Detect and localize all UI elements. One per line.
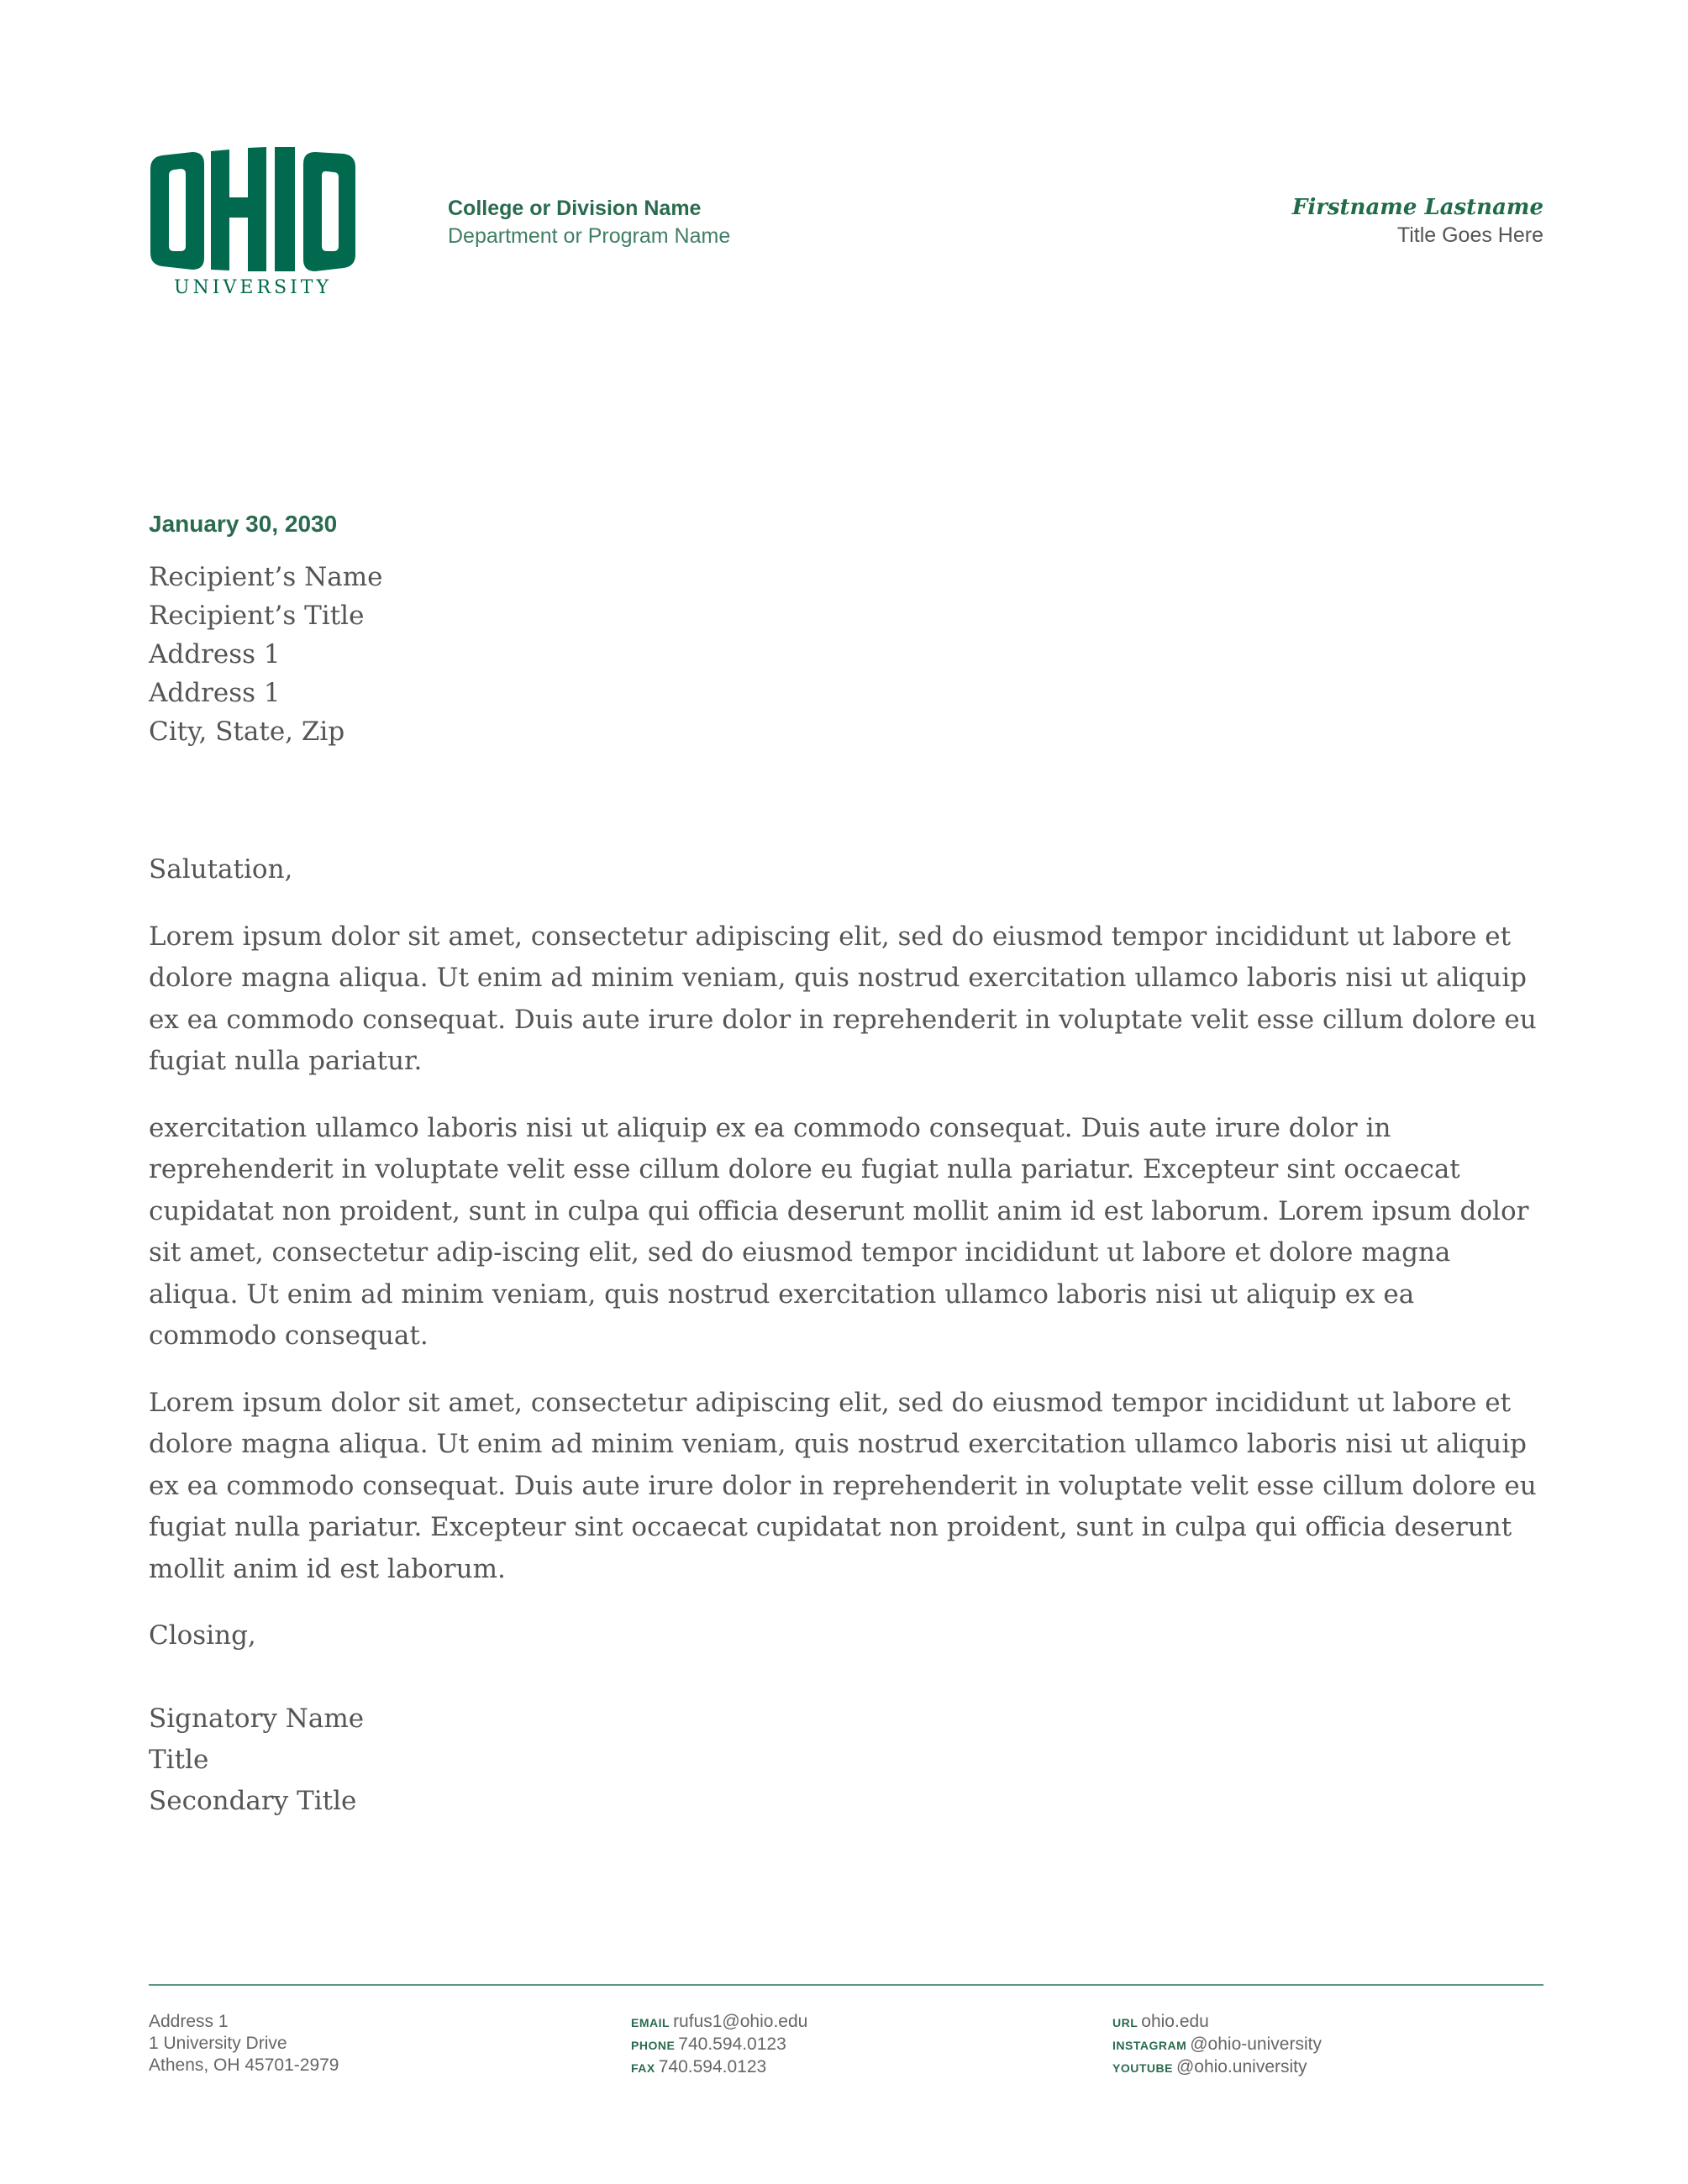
sender-name: Firstname Lastname: [1291, 195, 1543, 220]
footer-address: [149, 2011, 339, 2076]
footer-contact: [631, 2011, 807, 2079]
url-link[interactable]: ohio.edu: [1141, 2012, 1209, 2031]
signature-block: [149, 1698, 364, 1822]
logo-university-text: UNIVERSITY: [174, 277, 332, 298]
youtube-link[interactable]: @ohio.university: [1175, 2057, 1307, 2076]
email-label: EMAIL: [631, 2016, 670, 2029]
sender-title: Title Goes Here: [1396, 223, 1543, 247]
signatory-title: Title: [149, 1745, 209, 1775]
program-name: Department or Program Name: [448, 224, 731, 248]
signatory-secondary-title: Secondary Title: [149, 1786, 357, 1816]
body-paragraph: Lorem ipsum dolor sit amet, consectetur adipiscing elit, sed do eiusmod tempor incididunt ut labore et dolore magna aliqua. Ut enim ad minim veniam, quis nostrud exercitation ullamco laboris nisi ut aliquip ex ea commodo consequat. Duis aute irure dolor in reprehenderit in voluptate velit esse cillum dolore eu fugiat nulla pariatur. Excepteur sint occaecat cupidatat non proident, sunt in culpa qui officia deserunt mollit anim id est laborum.: [149, 1387, 1537, 1584]
footer-address-line: Address 1: [149, 2012, 229, 2031]
recipient-block: [149, 558, 382, 751]
signatory-name: Signatory Name: [149, 1704, 365, 1734]
footer-email-row: [631, 2011, 807, 2034]
sender-block: [1292, 193, 1543, 249]
recipient-name: Recipient’s Name: [149, 562, 383, 592]
phone-value: 740.594.0123: [678, 2034, 786, 2054]
recipient-address-1: Address 1: [149, 639, 281, 669]
recipient-city: City, State, Zip: [149, 717, 345, 747]
letter-date: January 30, 2030: [149, 511, 338, 537]
footer-fax-row: [631, 2056, 807, 2079]
footer-instagram-row: [1112, 2034, 1322, 2056]
salutation: Salutation,: [149, 854, 293, 885]
recipient-address-2: Address 1: [149, 678, 281, 708]
url-label: URL: [1112, 2016, 1138, 2029]
fax-label: FAX: [631, 2061, 655, 2075]
footer-phone-row: [631, 2034, 807, 2056]
email-link[interactable]: rufus1@ohio.edu: [673, 2012, 808, 2031]
youtube-label: YOUTUBE: [1112, 2061, 1173, 2075]
footer-address-line: 1 University Drive: [149, 2034, 287, 2053]
recipient-title: Recipient’s Title: [149, 601, 365, 631]
body-paragraph: Lorem ipsum dolor sit amet, consectetur adipiscing elit, sed do eiusmod tempor incididunt ut labore et dolore magna aliqua. Ut enim ad minim veniam, quis nostrud exercitation ullamco laboris nisi ut aliquip ex ea commodo consequat. Duis aute irure dolor in reprehenderit in voluptate velit esse cillum dolore eu fugiat nulla pariatur.: [149, 921, 1537, 1076]
body-paragraph: exercitation ullamco laboris nisi ut aliquip ex ea commodo consequat. Duis aute irure dolor in reprehenderit in voluptate velit esse cillum dolore eu fugiat nulla pariatur. Excepteur sint occaecat cupidatat non proident, sunt in culpa qui officia deserunt mollit anim id est laborum. Lorem ipsum dolor sit amet, consectetur adip-iscing elit, sed do eiusmod tempor incididunt ut labore et dolore magna aliqua. Ut enim ad minim veniam, quis nostrud exercitation ullamco laboris nisi ut aliquip ex ea commodo consequat.: [149, 1112, 1529, 1351]
ohio-university-logo: [149, 147, 399, 298]
footer-address-line: Athens, OH 45701-2979: [149, 2055, 339, 2075]
footer-divider: [149, 1984, 1543, 1986]
footer-web: [1112, 2011, 1322, 2079]
department-block: [448, 195, 730, 250]
letter-body: [149, 849, 1543, 1683]
footer-youtube-row: [1112, 2056, 1322, 2079]
fax-value: 740.594.0123: [658, 2057, 767, 2076]
phone-label: PHONE: [631, 2039, 676, 2052]
college-name: College or Division Name: [448, 197, 702, 220]
instagram-label: INSTAGRAM: [1112, 2039, 1187, 2052]
instagram-link[interactable]: @ohio-university: [1190, 2034, 1322, 2054]
footer-url-row: [1112, 2011, 1322, 2034]
closing: Closing,: [149, 1620, 256, 1651]
